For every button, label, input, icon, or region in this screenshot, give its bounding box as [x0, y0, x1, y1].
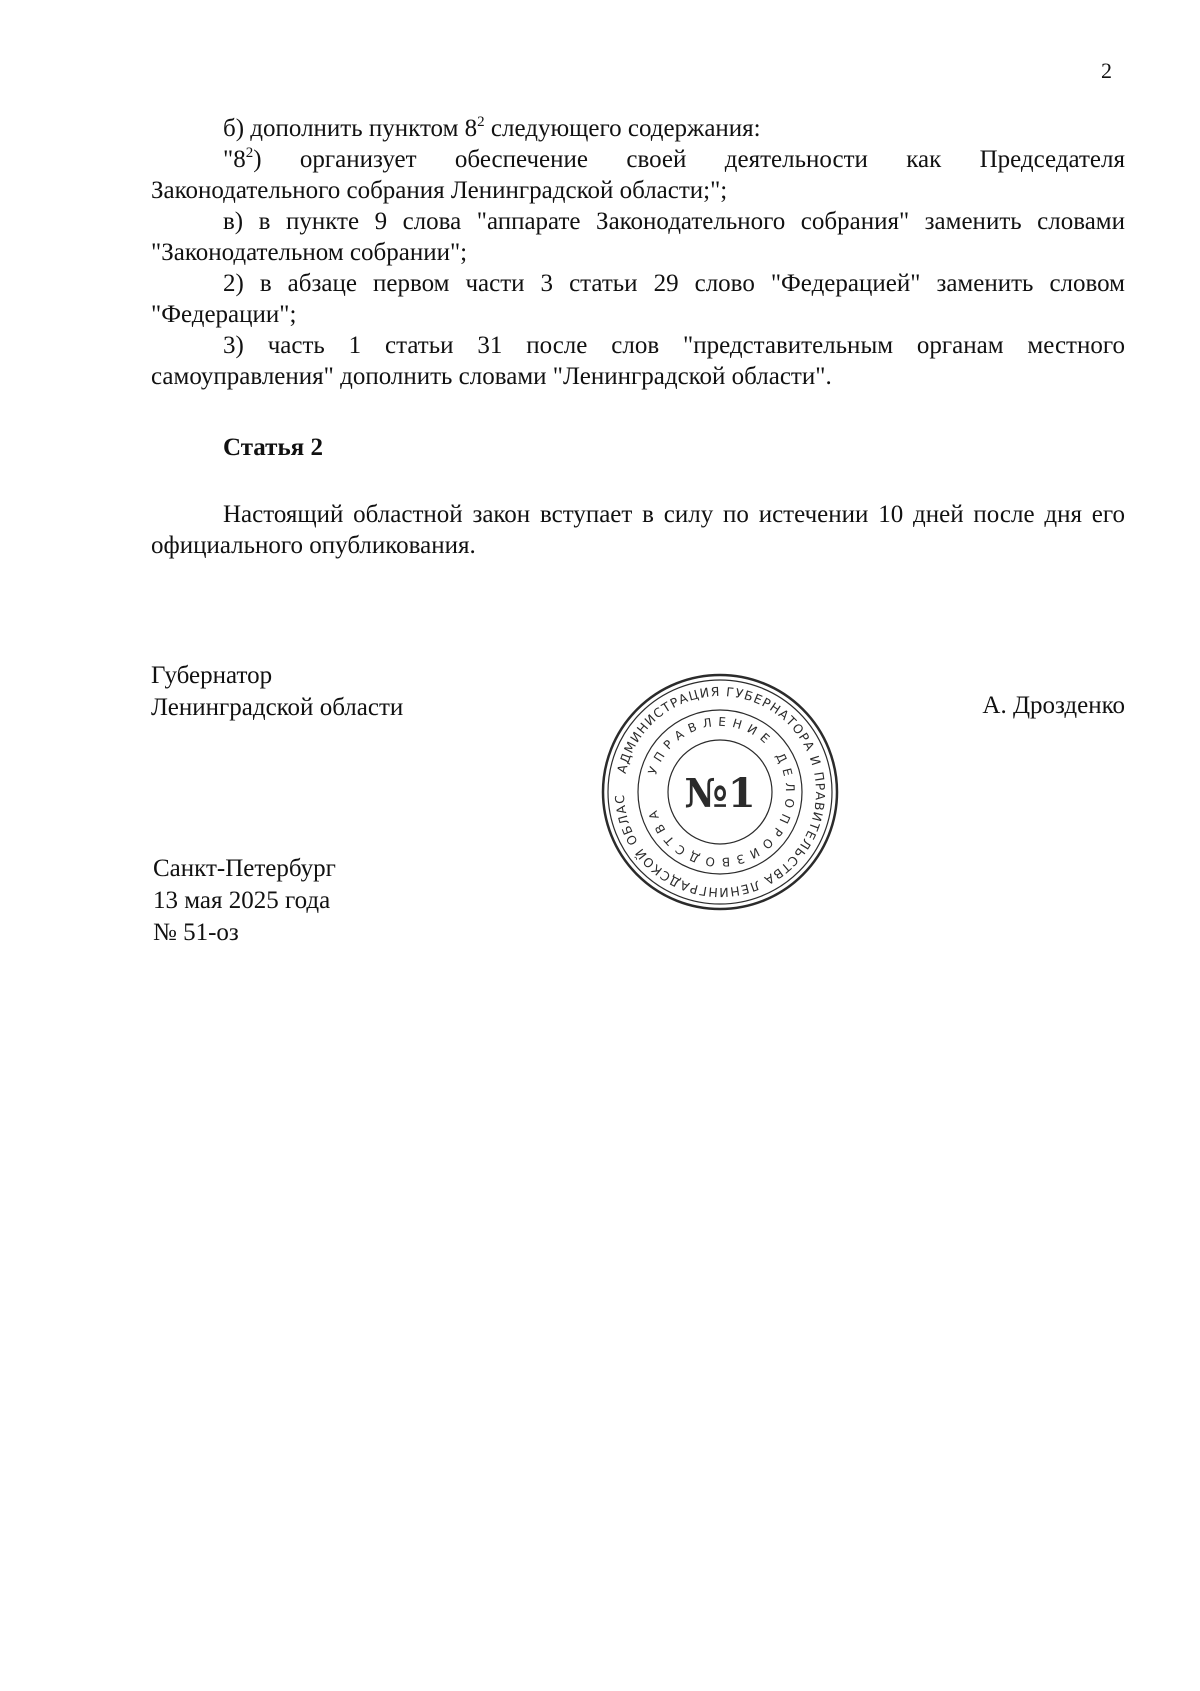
signatory-name: А. Дрозденко: [982, 692, 1125, 719]
signing-details: [153, 853, 336, 949]
amendments-text: [151, 113, 1125, 392]
signatory-title-line-2: Ленинградской области: [151, 694, 404, 721]
stamp-center-number: №1: [684, 770, 756, 817]
amendment-v-item: в) в пункте 9 слова "аппарате Законодательного собрания" заменить словами "Законодательном собрании";: [151, 208, 1125, 266]
signatory-title-line-1: Губернатор: [151, 662, 273, 689]
stamp-seal-icon: [600, 672, 840, 912]
amendment-b-intro: б) дополнить пунктом $8^2$ следующего содержания:: [223, 114, 761, 142]
page-number: 2: [1101, 58, 1112, 83]
amendment-item-2: 2) в абзаце первом части 3 статьи 29 слово "Федерацией" заменить словом "Федерации";: [151, 270, 1125, 328]
official-stamp: [600, 672, 840, 912]
stamp-outer-text: АДМИНИСТРАЦИЯ ГУБЕРНАТОРА И ПРАВИТЕЛЬСТВА ЛЕНИНГРАДСКОЙ ОБЛАС: [611, 683, 829, 901]
signing-date: 13 мая 2025 года: [153, 887, 331, 914]
stamp-inner-text: УПРАВЛЕНИЕ ДЕЛОПРОИЗВОДСТВА: [644, 714, 798, 870]
signatory-title: [151, 660, 403, 724]
amendment-item-3: 3) часть 1 статьи 31 после слов "представительным органам местного самоуправления" дополнить словами "Ленинградской области".: [151, 332, 1125, 390]
amendment-b-item: "$8^2$) организует обеспечение своей деятельности как Председателя Законодательного собрания Ленинградской области;";: [151, 145, 1125, 204]
article-2-heading: Статья 2: [223, 434, 323, 461]
article-2-text: Настоящий областной закон вступает в силу по истечении 10 дней после дня его официального опубликования.: [151, 501, 1125, 559]
signing-place: Санкт-Петербург: [153, 855, 336, 882]
law-number: № 51-оз: [153, 919, 239, 946]
